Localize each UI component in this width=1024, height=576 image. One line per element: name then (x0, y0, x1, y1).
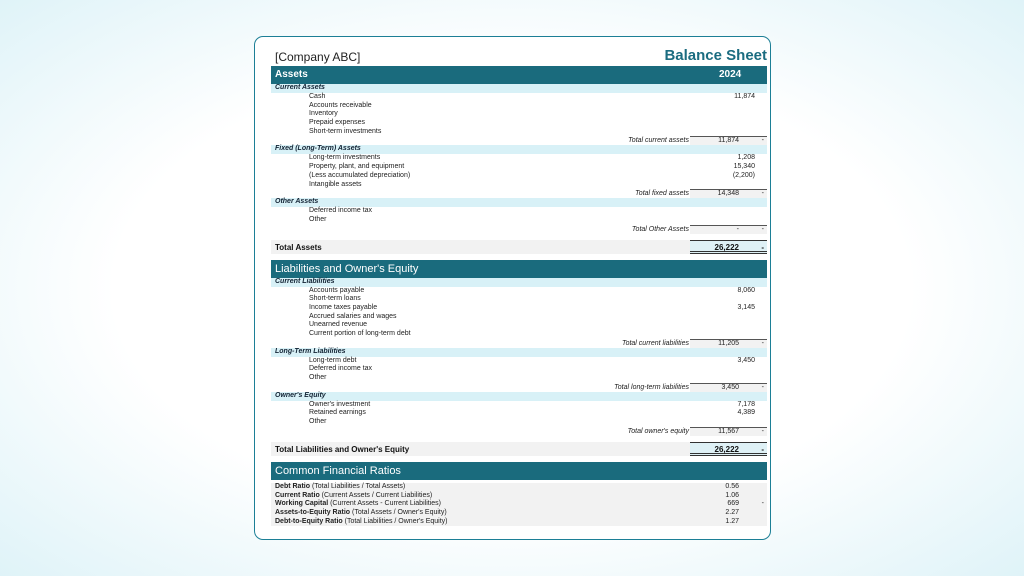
line-item-value: 8,060 (737, 286, 755, 294)
line-item-name: Owner's investment (309, 400, 371, 408)
other-assets-total-value: - (736, 225, 739, 233)
owners-equity-total-dash: - (761, 427, 764, 435)
owners-equity-subheader-label: Owner's Equity (275, 391, 326, 399)
line-item-row (271, 287, 767, 296)
current-assets-subheader (271, 84, 767, 93)
ratio-formula: (Current Assets - Current Liabilities) (328, 500, 441, 508)
current-assets-total-value: 11,874 (718, 137, 739, 145)
line-item-row (271, 321, 767, 330)
line-item-row (271, 313, 767, 322)
current-liabilities-subheader-label: Current Liabilities (275, 277, 335, 285)
ratio-name: Working Capital (275, 500, 329, 508)
current-assets-total-row (271, 136, 767, 145)
line-item-row (271, 128, 767, 137)
ratio-formula: (Total Liabilities / Total Assets) (310, 482, 406, 490)
line-item-row (271, 154, 767, 163)
owners-equity-total-box (690, 427, 767, 436)
line-item-row (271, 409, 767, 418)
ratio-name: Assets-to-Equity Ratio (275, 508, 351, 516)
line-item-name: Unearned revenue (309, 321, 367, 329)
line-item-value: 3,145 (737, 303, 755, 311)
total-liabilities-equity-box (690, 442, 767, 456)
total-liabilities-equity-dash: - (761, 444, 764, 454)
line-item-name: Accrued salaries and wages (309, 312, 397, 320)
ratio-row (271, 500, 767, 509)
balance-sheet-card (254, 36, 771, 540)
other-assets-total-label: Total Other Assets (631, 225, 689, 233)
owners-equity-total-label: Total owner's equity (627, 427, 689, 435)
ratio-value: 1.06 (725, 491, 739, 499)
line-item-row (271, 172, 767, 181)
line-item-row (271, 119, 767, 128)
ratio-name: Current Ratio (275, 491, 320, 499)
total-liabilities-equity-row (271, 442, 767, 456)
current-liabilities-total-label: Total current liabilities (621, 339, 689, 347)
line-item-name: Retained earnings (309, 409, 366, 417)
line-item-name: Other (309, 374, 327, 382)
ratio-value: 669 (727, 500, 739, 508)
ratio-dash: - (761, 500, 764, 508)
current-liabilities-subheader (271, 278, 767, 287)
ratio-name-cell (275, 509, 447, 516)
total-assets-label: Total Assets (275, 242, 322, 252)
company-name: [Company ABC] (275, 50, 361, 64)
ratio-name-cell (275, 492, 432, 499)
other-assets-subheader-label: Other Assets (275, 198, 319, 206)
line-item-name: Inventory (309, 110, 338, 118)
ratio-formula: (Total Liabilities / Owner's Equity) (342, 517, 448, 525)
total-liabilities-equity-label: Total Liabilities and Owner's Equity (275, 444, 410, 454)
line-item-row (271, 207, 767, 216)
line-item-name: Income taxes payable (309, 303, 378, 311)
current-liabilities-total-dash: - (761, 339, 764, 347)
total-assets-row (271, 240, 767, 254)
liabilities-sections (271, 278, 767, 436)
assets-sections (271, 84, 767, 234)
total-liabilities-equity-value: 26,222 (714, 444, 739, 454)
line-item-name: Short-term loans (309, 295, 361, 303)
ratio-name-cell (275, 518, 448, 525)
line-item-row (271, 365, 767, 374)
other-assets-total-row (271, 225, 767, 234)
line-item-name: Other (309, 215, 327, 223)
longterm-liabilities-subheader (271, 348, 767, 357)
fixed-assets-subheader-label: Fixed (Long-Term) Assets (275, 145, 361, 153)
balance-sheet (271, 47, 767, 526)
fixed-assets-total-row (271, 189, 767, 198)
ratio-row (271, 492, 767, 501)
line-item-row (271, 181, 767, 190)
longterm-liabilities-total-row (271, 383, 767, 392)
line-item-value: (2,200) (732, 171, 755, 179)
owners-equity-total-value: 11,567 (718, 427, 739, 435)
ratio-name: Debt-to-Equity Ratio (275, 517, 343, 525)
line-item-row (271, 163, 767, 172)
ratio-name: Debt Ratio (275, 482, 310, 490)
fixed-assets-total-box (690, 189, 767, 198)
assets-header (271, 66, 767, 84)
line-item-row (271, 330, 767, 339)
assets-label: Assets (275, 69, 308, 80)
longterm-liabilities-total-value: 3,450 (721, 383, 739, 391)
ratio-value: 1.27 (725, 517, 739, 525)
line-item-value: 1,208 (737, 154, 755, 162)
line-item-value: 3,450 (737, 356, 755, 364)
longterm-liabilities-total-box (690, 383, 767, 392)
liabilities-header (271, 260, 767, 278)
line-item-name: Property, plant, and equipment (309, 163, 405, 171)
ratio-row (271, 483, 767, 492)
ratio-value: 0.56 (725, 482, 739, 490)
current-assets-total-label: Total current assets (628, 137, 689, 145)
current-liabilities-total-box (690, 339, 767, 348)
line-item-row (271, 374, 767, 383)
line-item-row (271, 418, 767, 427)
ratio-formula: (Current Assets / Current Liabilities) (319, 491, 433, 499)
fixed-assets-subheader (271, 145, 767, 154)
line-item-value: 11,874 (734, 93, 755, 100)
line-item-name: (Less accumulated depreciation) (309, 171, 411, 179)
line-item-row (271, 102, 767, 111)
current-assets-total-box (690, 136, 767, 145)
ratio-row (271, 518, 767, 527)
line-item-name: Long-term debt (309, 356, 357, 364)
total-assets-value: 26,222 (714, 242, 739, 252)
line-item-row (271, 401, 767, 410)
line-item-row (271, 304, 767, 313)
ratios-list (271, 483, 767, 526)
liabilities-label: Liabilities and Owner's Equity (275, 262, 419, 275)
other-assets-total-dash: - (761, 225, 764, 233)
fixed-assets-total-label: Total fixed assets (635, 190, 689, 198)
other-assets-total-box (690, 225, 767, 234)
current-assets-total-dash: - (761, 137, 764, 145)
fixed-assets-total-value: 14,348 (717, 190, 739, 198)
ratio-value: 2.27 (725, 508, 739, 516)
ratios-header (271, 462, 767, 480)
ratio-name-cell (275, 500, 441, 507)
current-assets-subheader-label: Current Assets (275, 84, 325, 91)
line-item-row (271, 295, 767, 304)
line-item-name: Long-term investments (309, 154, 381, 162)
longterm-liabilities-total-dash: - (761, 383, 764, 391)
line-item-name: Accounts payable (309, 286, 365, 294)
line-item-row (271, 110, 767, 119)
fixed-assets-total-dash: - (761, 190, 764, 198)
line-item-row (271, 216, 767, 225)
line-item-name: Deferred income tax (309, 207, 373, 215)
longterm-liabilities-subheader-label: Long-Term Liabilities (275, 347, 346, 355)
line-item-name: Cash (309, 93, 326, 100)
line-item-value: 15,340 (733, 163, 755, 171)
ratio-name-cell (275, 483, 405, 490)
line-item-row (271, 357, 767, 366)
line-item-name: Deferred income tax (309, 365, 373, 373)
total-assets-dash: - (761, 242, 764, 252)
current-liabilities-total-value: 11,205 (718, 339, 739, 347)
line-item-value: 4,389 (737, 409, 755, 417)
line-item-name: Intangible assets (309, 180, 362, 188)
current-liabilities-total-row (271, 339, 767, 348)
ratio-row (271, 509, 767, 518)
owners-equity-subheader (271, 392, 767, 401)
total-assets-box (690, 240, 767, 254)
ratio-formula: (Total Assets / Owner's Equity) (350, 508, 447, 516)
line-item-name: Accounts receivable (309, 101, 372, 109)
line-item-value: 7,178 (737, 400, 755, 408)
line-item-name: Prepaid expenses (309, 119, 366, 127)
line-item-name: Current portion of long-term debt (309, 330, 411, 337)
other-assets-subheader (271, 198, 767, 207)
line-item-name: Short-term investments (309, 127, 382, 135)
line-item-row (271, 93, 767, 102)
title-row (271, 47, 767, 66)
ratios-label: Common Financial Ratios (275, 464, 401, 477)
line-item-name: Other (309, 418, 327, 426)
longterm-liabilities-total-label: Total long-term liabilities (614, 383, 689, 391)
year-label: 2024 (719, 69, 742, 80)
owners-equity-total-row (271, 427, 767, 436)
document-title: Balance Sheet (664, 47, 767, 64)
